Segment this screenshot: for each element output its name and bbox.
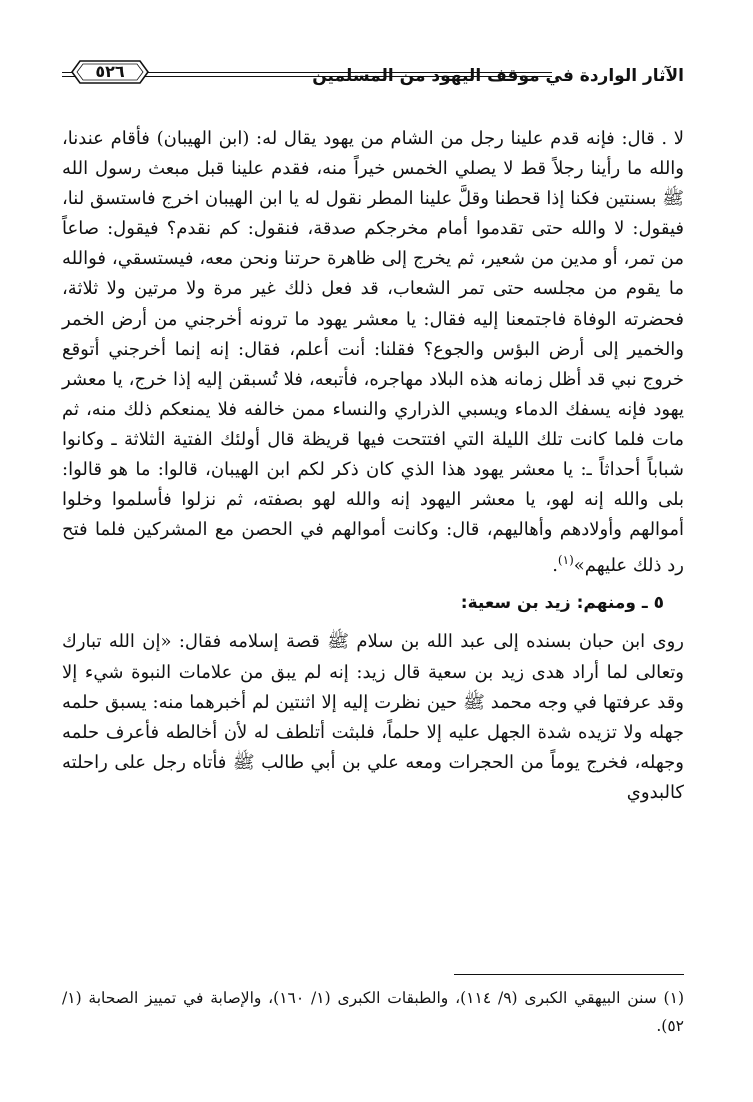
footnote-ref-1: (١) <box>557 553 574 568</box>
main-text <box>62 124 684 808</box>
paragraph-1-end: . <box>552 555 558 577</box>
paragraph-1-text: لا . قال: فإنه قدم علينا رجل من الشام من يهود يقال له: (ابن الهيبان) فأقام عندنا، والله ما رأينا رجلاً قط لا يصلي الخمس خيراً منه، فقدم علينا قبل مبعث رسول الله ﷺ بسنتين فكنا إذا قحطنا وقلَّ علينا المطر نقول له يا ابن الهيبان اخرج فاستسق لنا، فيقول: لا والله حتى تقدموا أمام مخرجكم صدقة، فنقول: كم نقدم؟ فيقول: صاعاً من تمر، أو مدين من شعير، ثم يخرج إلى ظاهرة حرتنا ونحن معه، فيستسقي، فوالله ما يقوم من مجلسه حتى تمر الشعاب، قد فعل ذلك غير مرة ولا مرتين ولا ثلاثة، فحضرته الوفاة فاجتمعنا إليه فقال: يا معشر يهود ما ترونه أخرجني من أرض الخمر والخمير إلى أرض البؤس والجوع؟ فقلنا: أنت أعلم، فقال: إنه إنما أخرجني أتوقع خروج نبي قد أظل زمانه هذه البلاد مهاجره، فأتبعه، فلا تُسبقن إليه إذا خرج، يا معشر يهود فإنه يسفك الدماء ويسبي الذراري والنساء ممن خالفه فلا يمنعكم ذلك منه، ثم مات فلما كانت تلك الليلة التي افتتحت فيها قريظة قال أولئك الفتية الثلاثة ـ وكانوا شباباً أحداثاً ـ: يا معشر يهود هذا الذي كان ذكر لكم ابن الهيبان، قالوا: ما هو قالوا: بلى والله إنه لهو، يا معشر اليهود إنه والله لهو بصفته، ثم نزلوا فأسلموا وخلوا أموالهم وأولادهم وأهاليهم، قال: وكانت أموالهم في الحصن مع المشركين فلما فتح رد ذلك عليهم» <box>62 128 684 577</box>
header-title: الآثار الواردة في موقف اليهود من المسلمين <box>312 66 684 86</box>
page-number: ٥٢٦ <box>95 62 125 81</box>
footnote-separator <box>454 974 684 975</box>
paragraph-2: روى ابن حبان بسنده إلى عبد الله بن سلام ﷺ قصة إسلامه فقال: «إن الله تبارك وتعالى لما أراد هدى زيد بن سعية قال زيد: إنه لم يبق من علامات النبوة شيء إلا وقد عرفتها في وجه محمد ﷺ حين نظرت إليه إلا اثنتين لم أخبرهما منه: يسبق حلمه جهله ولا تزيده شدة الجهل عليه إلا حلماً، فلبثت أتلطف له لأن أخالطه فأعرف حلمه وجهله، فخرج يوماً من الحجرات ومعه علي بن أبي طالب ﷺ فأتاه رجل على راحلته كالبدوي <box>62 631 684 803</box>
page-number-badge <box>70 58 150 86</box>
paragraph-1 <box>62 124 684 581</box>
footnote-1: (١) سنن البيهقي الكبرى (٩/ ١١٤)، والطبقات الكبرى (١/ ١٦٠)، والإصابة في تمييز الصحابة (١/ ٥٢). <box>62 989 684 1035</box>
section-heading: ٥ ـ ومنهم: زيد بن سعية: <box>460 593 664 614</box>
running-header <box>62 62 684 102</box>
footnotes <box>62 984 684 1040</box>
